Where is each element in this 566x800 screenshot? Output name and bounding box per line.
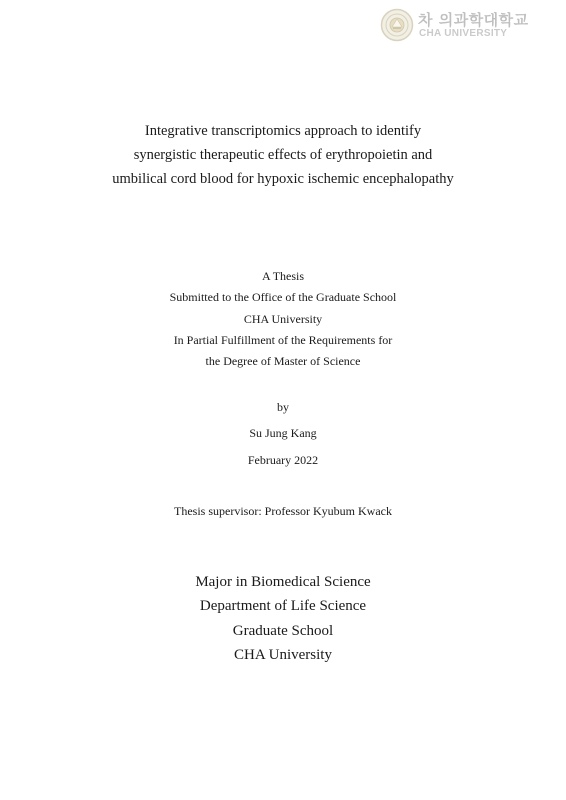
title-line-3: umbilical cord blood for hypoxic ischemic encephalopathy — [112, 171, 454, 187]
submission-line-4: In Partial Fulfillment of the Requirements for — [173, 333, 393, 347]
title-line-2: synergistic therapeutic effects of erythropoietin and — [133, 147, 433, 163]
submission-line-2: Submitted to the Office of the Graduate School — [169, 290, 397, 304]
author-by: by — [277, 400, 289, 414]
thesis-supervisor: Thesis supervisor: Professor Kyubum Kwack — [174, 504, 392, 518]
affiliation-major: Major in Biomedical Science — [195, 574, 371, 590]
author-name: Su Jung Kang — [249, 426, 317, 440]
affiliation-school: Graduate School — [232, 623, 334, 639]
submission-line-3: CHA University — [243, 312, 323, 326]
title-line-1: Integrative transcriptomics approach to identify — [144, 123, 422, 139]
university-seal-icon — [380, 8, 414, 47]
submission-line-5: the Degree of Master of Science — [205, 354, 361, 368]
affiliation-department: Department of Life Science — [199, 598, 367, 614]
submission-date: February 2022 — [247, 453, 319, 467]
university-watermark — [380, 8, 560, 42]
affiliation-university: CHA University — [234, 647, 332, 663]
university-korean-name: 차 의과학대학교 — [418, 11, 529, 29]
university-english-name: CHA UNIVERSITY — [419, 28, 508, 39]
submission-line-1: A Thesis — [261, 269, 305, 283]
